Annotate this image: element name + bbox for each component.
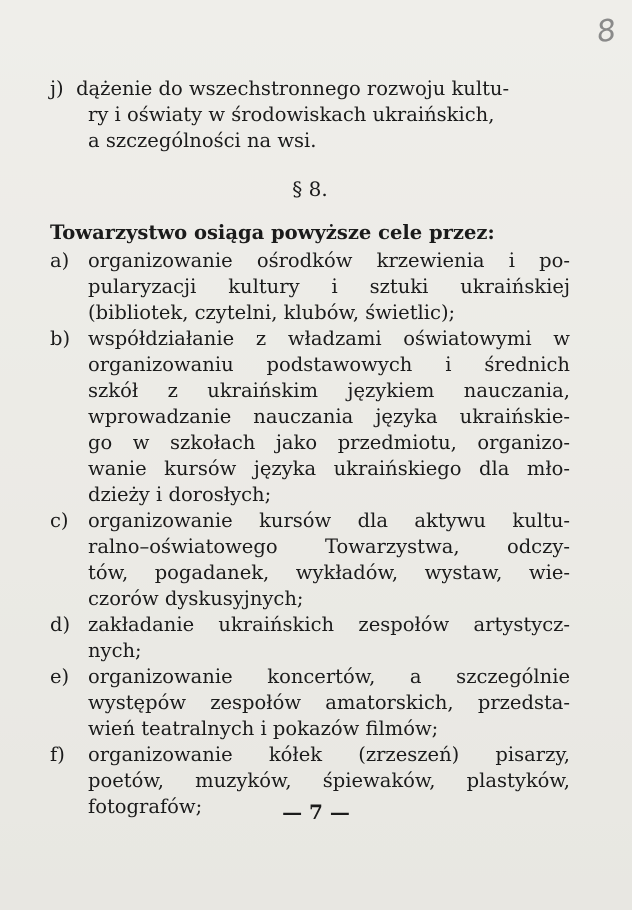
list-item-marker: e) xyxy=(50,665,70,688)
section-heading: Towarzystwo osiąga powyższe cele przez: xyxy=(50,221,495,244)
list-item-marker: a) xyxy=(50,249,70,272)
list-item-line: zakładanie ukraińskich zespołów artystycz- xyxy=(88,613,570,636)
list-item-line: szkół z ukraińskim językiem nauczania, xyxy=(88,379,570,402)
list-item-line: go w szkołach jako przedmiotu, organizo- xyxy=(88,431,570,454)
list-item xyxy=(50,326,570,508)
list-item xyxy=(50,664,570,742)
list-item-line: wanie kursów języka ukraińskiego dla mło- xyxy=(88,457,570,480)
list-item-marker: c) xyxy=(50,509,69,532)
list-item xyxy=(50,248,570,326)
list-item-line: tów, pogadanek, wykładów, wystaw, wie- xyxy=(88,561,570,584)
paragraph-j xyxy=(50,76,570,154)
paragraph-j-line-3: a szczególności na wsi. xyxy=(88,129,317,152)
handwritten-page-mark: 8 xyxy=(594,12,619,51)
list-item-line: wień teatralnych i pokazów filmów; xyxy=(88,717,439,740)
list-item-line: organizowanie kursów dla aktywu kultu- xyxy=(88,509,570,532)
paragraph-j-line-2: ry i oświaty w środowiskach ukraińskich, xyxy=(88,103,495,126)
list-item-line: ralno–oświatowego Towarzystwa, odczy- xyxy=(88,535,570,558)
list-item-line: organizowaniu podstawowych i średnich xyxy=(88,353,570,376)
list-item-line: współdziałanie z władzami oświatowymi w xyxy=(88,327,570,350)
list-item-line: występów zespołów amatorskich, przedsta- xyxy=(88,691,570,714)
paragraph-j-marker: j) xyxy=(50,77,64,100)
list-item-line: pularyzacji kultury i sztuki ukraińskiej xyxy=(88,275,570,298)
list-item-line: organizowanie koncertów, a szczególnie xyxy=(88,665,570,688)
objectives-list xyxy=(50,248,570,820)
paragraph-j-line-1: dążenie do wszechstronnego rozwoju kultu- xyxy=(76,77,510,100)
list-item-line: organizowanie kółek (zrzeszeń) pisarzy, xyxy=(88,743,570,766)
list-item xyxy=(50,612,570,664)
list-item-line: fotografów; xyxy=(88,795,203,818)
list-item-marker: b) xyxy=(50,327,71,350)
list-item-line: (bibliotek, czytelni, klubów, świetlic); xyxy=(88,301,456,324)
list-item-line: wprowadzanie nauczania języka ukraińskie- xyxy=(88,405,570,428)
document-content xyxy=(50,76,570,820)
list-item xyxy=(50,508,570,612)
list-item-line: nych; xyxy=(88,639,142,662)
list-item-line: organizowanie ośrodków krzewienia i po- xyxy=(88,249,570,272)
page-number: — 7 — xyxy=(282,800,350,824)
section-title: § 8. xyxy=(292,177,328,201)
list-item-line: poetów, muzyków, śpiewaków, plastyków, xyxy=(88,769,570,792)
list-item-line: czorów dyskusyjnych; xyxy=(88,587,304,610)
list-item-marker: d) xyxy=(50,613,71,636)
list-item-marker: f) xyxy=(50,743,65,766)
list-item-line: dzieży i dorosłych; xyxy=(88,483,272,506)
